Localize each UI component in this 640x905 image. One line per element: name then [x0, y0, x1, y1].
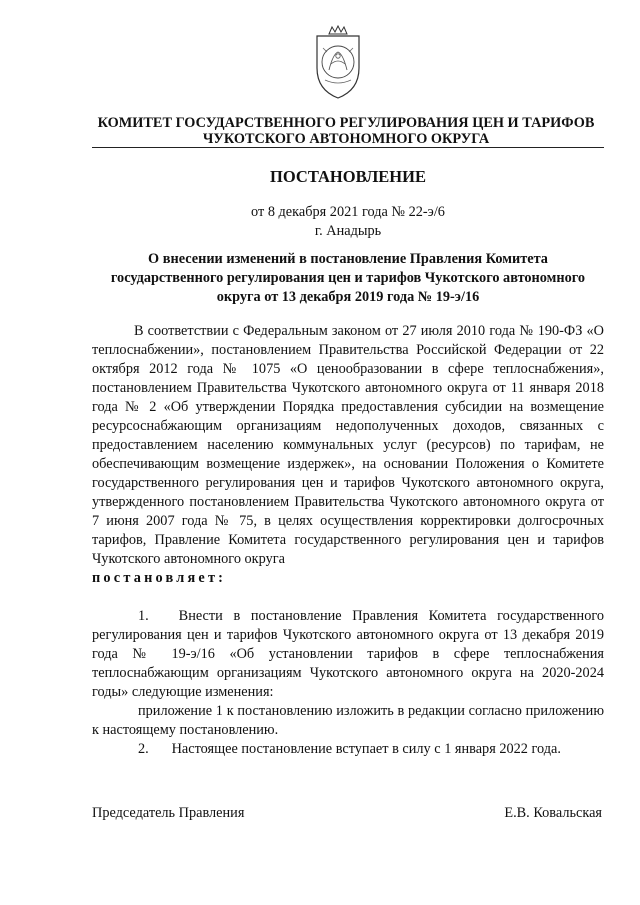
coat-of-arms-icon: [305, 24, 371, 102]
date-block: [92, 203, 604, 241]
signature-block: [92, 805, 602, 822]
item-2: [92, 740, 604, 759]
preamble-paragraph: В соответствии с Федеральным законом от 27 июля 2010 года № 190-ФЗ «О теплоснабжении», постановлением Правительства Российской Федерации от 22 октября 2012 года № 1075 «О ценообразовании в сфере теплоснабжения», постановлением Правительства Чукотского автономного округа от 11 января 2018 года № 2 «Об утверждении Порядка предоставления субсидии на возмещение ресурсоснабжающим организациям недополученных доходов, связанных с предоставлением населению коммунальных услуг (ресурсов) по тарифам, не обеспечивающим возмещение издержек», на основании Положения о Комитете государственного регулирования цен и тарифов Чукотского автономного округа, утвержденного постановлением Правительства Чукотского автономного округа от 7 июня 2007 года № 75, в целях осуществления корректировки долгосрочных тарифов, Правление Комитета государственного регулирования цен и тарифов Чукотского автономного округа: [92, 323, 604, 567]
document-title: ПОСТАНОВЛЕНИЕ: [270, 167, 426, 186]
item-1-subitem: приложение 1 к постановлению изложить в редакции согласно приложению к настоящему постановлению.: [92, 703, 604, 738]
header-divider: [92, 147, 604, 148]
item-2-number: 2.: [138, 741, 149, 757]
item-1-text: Внести в постановление Правления Комитета государственного регулирования цен и тарифов Чукотского автономного округа от 13 декабря 2019 года № 19-э/16 «Об установлении тарифов в сфере теплоснабжения теплоснабжающим организациям Чукотского автономного округа на 2020-2024 годы» следующие изменения:: [92, 608, 604, 700]
issuer-line-2: ЧУКОТСКОГО АВТОНОМНОГО ОКРУГА: [202, 131, 490, 147]
signatory-position: Председатель Правления: [92, 805, 245, 821]
date-number: от 8 декабря 2021 года № 22-э/6: [251, 204, 445, 220]
document-body: [92, 322, 604, 759]
resolves-word: постановляет:: [92, 570, 227, 586]
item-1: [92, 607, 604, 702]
signatory-name: Е.В. Ковальская: [504, 805, 602, 821]
city: г. Анадырь: [314, 223, 382, 239]
issuer-line-1: КОМИТЕТ ГОСУДАРСТВЕННОГО РЕГУЛИРОВАНИЯ ЦЕН И ТАРИФОВ: [97, 115, 595, 131]
item-2-text: Настоящее постановление вступает в силу с 1 января 2022 года.: [171, 741, 561, 757]
issuer-header: [90, 115, 602, 147]
document-subject: О внесении изменений в постановление Правления Комитета государственного регулирования цен и тарифов Чукотского автономного округа от 13 декабря 2019 года № 19-э/16: [110, 251, 586, 305]
item-1-number: 1.: [138, 608, 149, 624]
